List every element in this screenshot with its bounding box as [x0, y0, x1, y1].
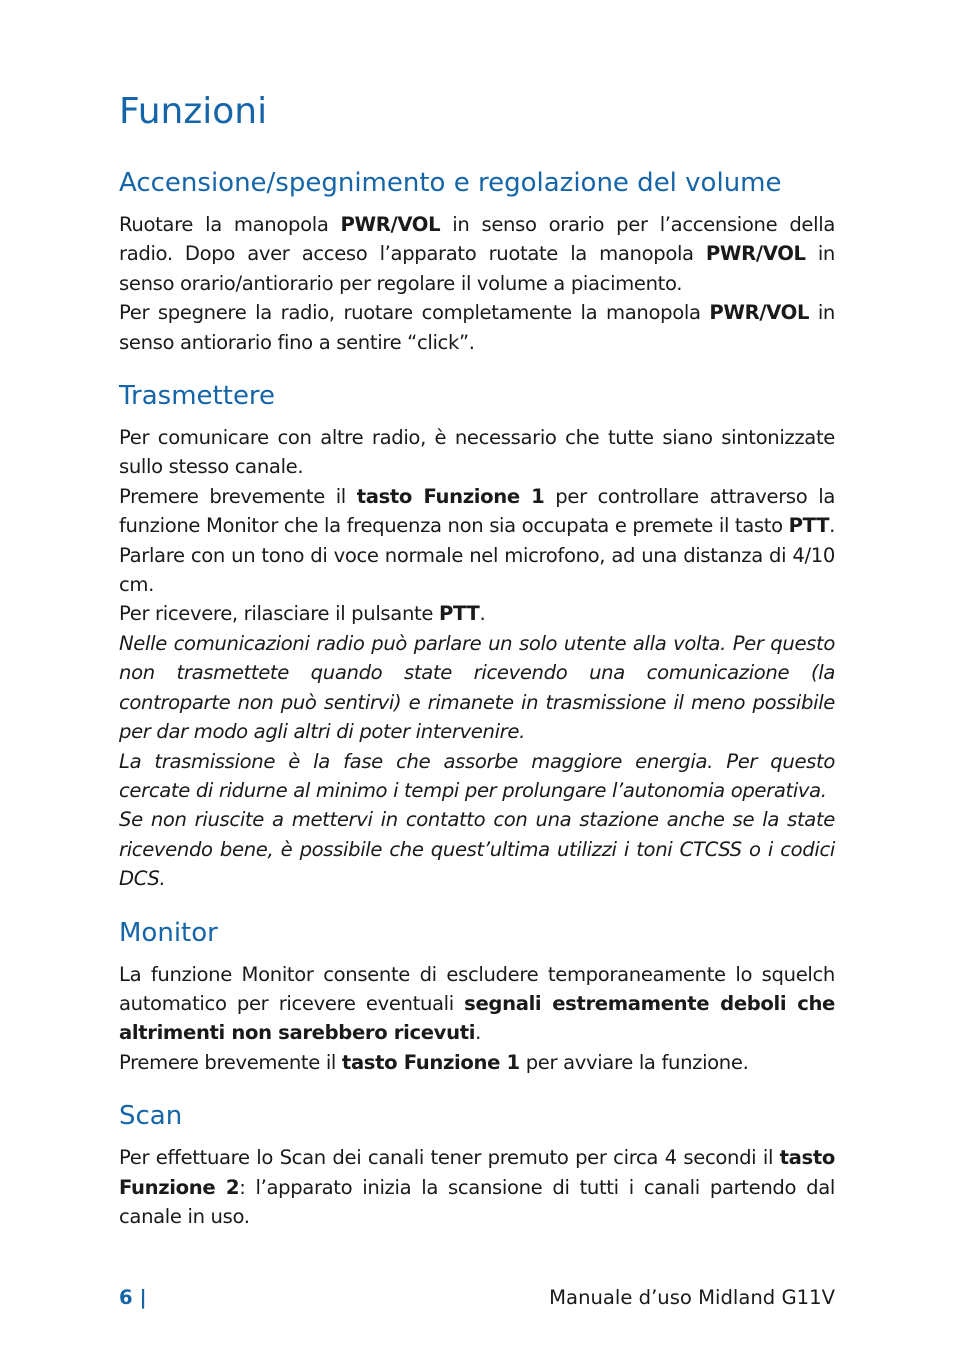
section-scan [119, 1099, 835, 1231]
paragraph: Premere brevemente il tasto Funzione 1 per controllare attraverso la funzione Monitor che la frequenza non sia occupata e premete il tasto PTT. [119, 484, 836, 538]
note-paragraph: Nelle comunicazioni radio può parlare un solo utente alla volta. Per questo non trasmettete quando state ricevendo una comunicazione (la controparte non può sentirvi) e rimanete in trasmissione il meno possibile per dar modo agli altri di poter intervenire. [119, 631, 835, 744]
page-title: Funzioni [119, 91, 268, 132]
page-content [119, 88, 835, 1253]
paragraph: Per comunicare con altre radio, è necessario che tutte siano sintonizzate sullo stesso canale. [119, 426, 835, 479]
paragraph: Parlare con un tono di voce normale nel microfono, ad una distanza di 4/10 cm. [119, 543, 835, 597]
page-number: 6 | [119, 1286, 147, 1309]
section-monitor [119, 916, 835, 1078]
paragraph: Per effettuare lo Scan dei canali tener premuto per circa 4 secondi il tasto Funzione 2: l’apparato inizia la scansione di tutti i canali partendo dal canale in uso. [119, 1146, 835, 1228]
section-heading: Accensione/spegnimento e regolazione del volume [119, 168, 782, 198]
section-heading: Monitor [119, 917, 218, 948]
paragraph: Premere brevemente il tasto Funzione 1 per avviare la funzione. [119, 1050, 749, 1074]
note-paragraph: Se non riuscite a mettervi in contatto con una stazione anche se la state ricevendo bene, è possibile che quest’ultima utilizzi i toni CTCSS o i codici DCS. [119, 808, 835, 891]
note-paragraph: La trasmissione è la fase che assorbe maggiore energia. Per questo cercate di ridurne al minimo i tempi per prolungare l’autonomia operativa. [119, 749, 835, 802]
paragraph: Per spegnere la radio, ruotare completamente la manopola PWR/VOL in senso antiorario fino a sentire “click”. [119, 301, 835, 354]
section-heading: Trasmettere [119, 381, 276, 412]
paragraph: Per ricevere, rilasciare il pulsante PTT. [119, 602, 486, 626]
section-heading: Scan [119, 1101, 183, 1132]
paragraph: La funzione Monitor consente di escludere temporaneamente lo squelch automatico per ricevere eventuali segnali estremamente deboli che altrimenti non sarebbero ricevuti. [119, 962, 835, 1045]
section-transmit [119, 379, 835, 894]
manual-title: Manuale d’uso Midland G11V [549, 1286, 835, 1309]
section-power-volume [119, 166, 835, 357]
paragraph: Ruotare la manopola PWR/VOL in senso orario per l’accensione della radio. Dopo aver acceso l’apparato ruotate la manopola PWR/VOL in senso orario/antiorario per regolare il volume a piacimento. [119, 213, 835, 295]
